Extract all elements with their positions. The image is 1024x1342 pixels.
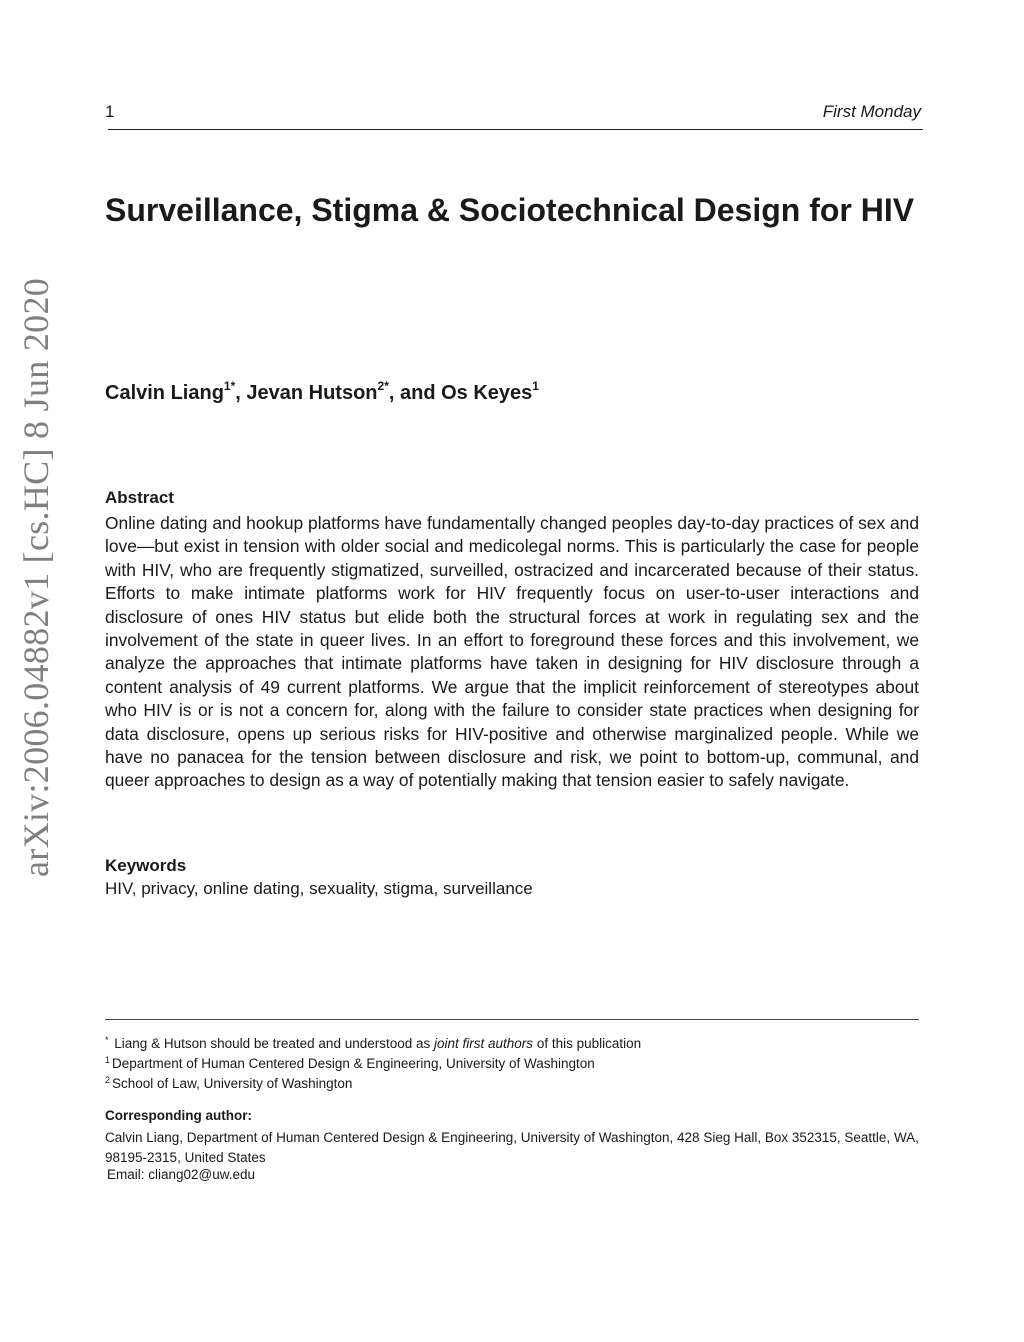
arxiv-identifier-stamp: arXiv:2006.04882v1 [cs.HC] 8 Jun 2020 <box>16 277 56 877</box>
footnote-emphasis: joint first authors <box>434 1036 534 1051</box>
footnote-mark: * <box>105 1035 109 1045</box>
author-name: Calvin Liang <box>105 382 224 404</box>
author-name: Jevan Hutson <box>246 382 378 404</box>
abstract-heading: Abstract <box>105 488 174 507</box>
author-affiliation-mark: 1* <box>223 379 236 393</box>
keywords-text: HIV, privacy, online dating, sexuality, stigma, surveillance <box>105 879 533 898</box>
author-separator: , and <box>388 382 442 404</box>
paper-title: Surveillance, Stigma & Sociotechnical Design for HIV <box>105 192 915 228</box>
corresponding-author-address: Calvin Liang, Department of Human Centered Design & Engineering, University of Washington, 428 Sieg Hall, Box 352315, Seattle, WA, 98195-2315, United States <box>105 1130 919 1165</box>
footnote-affiliation-1 <box>105 1056 595 1071</box>
author-list <box>105 379 539 405</box>
page-number: 1 <box>105 102 115 121</box>
keywords-heading: Keywords <box>105 856 187 875</box>
author-name: Os Keyes <box>441 382 533 404</box>
author-affiliation-mark: 2* <box>377 379 389 393</box>
footnote-mark: 1 <box>105 1055 111 1065</box>
footnote-joint-authors <box>105 1036 641 1051</box>
footnote-text: Liang & Hutson should be treated and understood as <box>114 1036 435 1051</box>
corresponding-author-heading: Corresponding author: <box>105 1108 252 1123</box>
author-separator: , <box>235 382 247 404</box>
journal-name: First Monday <box>822 102 921 121</box>
footnote-mark: 2 <box>105 1075 111 1085</box>
footnote-text: of this publication <box>533 1036 642 1051</box>
abstract-text: Online dating and hookup platforms have fundamentally changed peoples day-to-day practices of sex and love—but exist in tension with older social and medicolegal norms. This is particularly the case for people with HIV, who are frequently stigmatized, surveilled, ostracized and incarcerated because of their status. Efforts to make intimate platforms work for HIV frequently focus on user-to-user interactions and disclosure of ones HIV status but elide both the structural forces at work in regulating sex and the involvement of the state in queer lives. In an effort to foreground these forces and this involvement, we analyze the approaches that intimate platforms have taken in designing for HIV disclosure through a content analysis of 49 current platforms. We argue that the implicit reinforcement of stereotypes about who HIV is or is not a concern for, along with the failure to consider state practices when designing for data disclosure, opens up serious risks for HIV-positive and otherwise marginalized people. While we have no panacea for the tension between disclosure and risk, we point to bottom-up, communal, and queer approaches to design as a way of potentially making that tension easier to safely navigate. <box>105 513 920 791</box>
author-affiliation-mark: 1 <box>532 379 539 393</box>
footnote-text: School of Law, University of Washington <box>112 1076 353 1091</box>
footnote-divider <box>105 1019 919 1020</box>
footnote-affiliation-2 <box>105 1076 352 1091</box>
footnote-text: Department of Human Centered Design & Engineering, University of Washington <box>112 1056 595 1071</box>
header-divider <box>108 129 923 130</box>
corresponding-author-email: Email: cliang02@uw.edu <box>107 1167 256 1182</box>
